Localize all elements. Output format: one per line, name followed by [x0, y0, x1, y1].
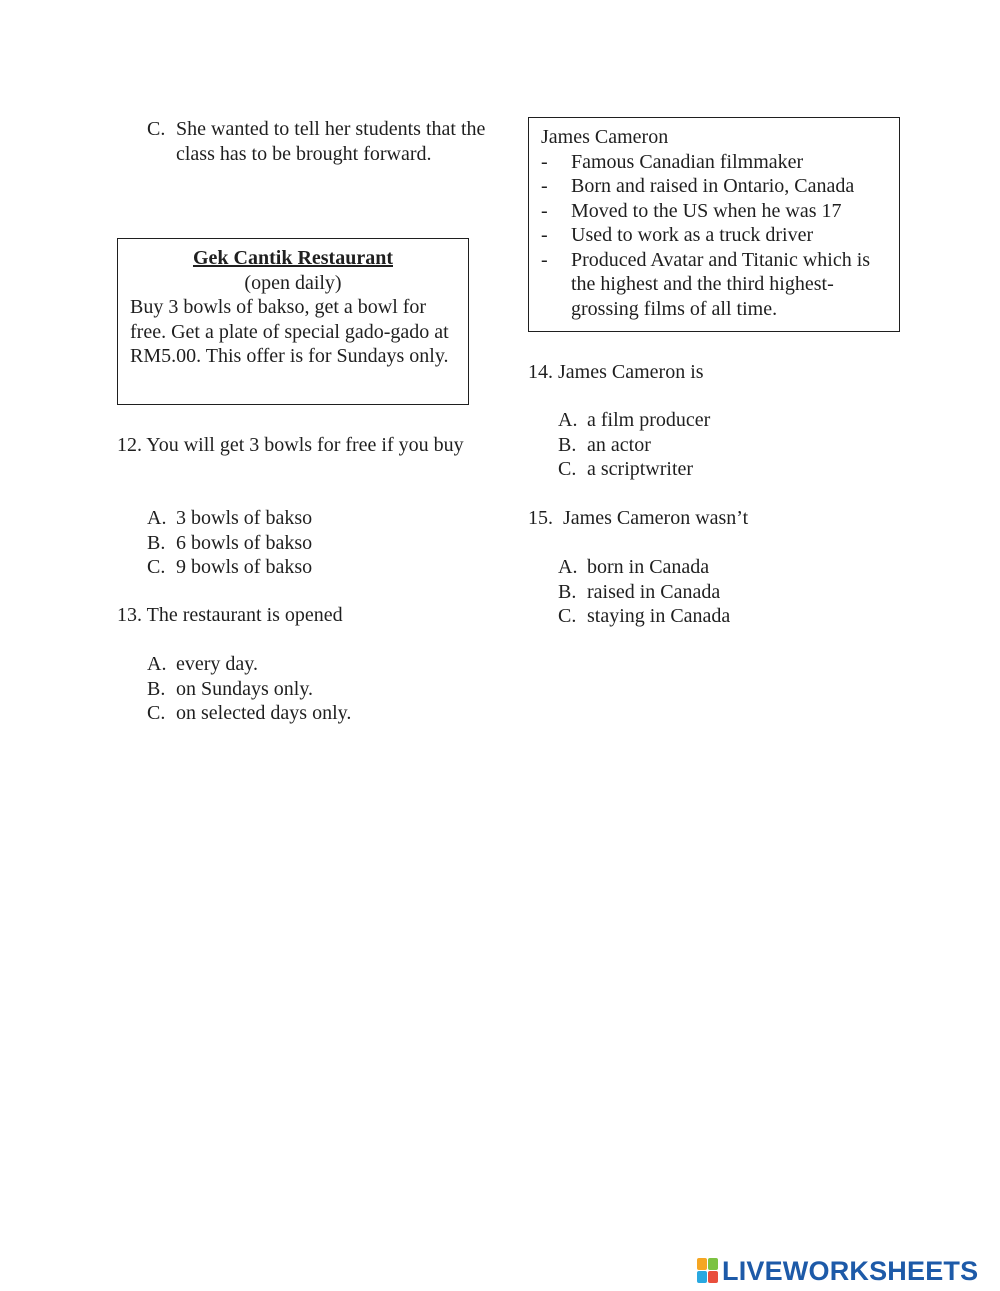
option-text: an actor	[587, 433, 651, 456]
option-text: raised in Canada	[587, 580, 721, 603]
fact-text: Produced Avatar and Titanic which is the highest and the third highest-grossing films of all time.	[571, 248, 871, 320]
cameron-title: James Cameron	[541, 126, 669, 148]
option-letter: C.	[558, 458, 577, 480]
question-15-option-a[interactable]	[558, 555, 730, 580]
question-15-option-c[interactable]	[558, 604, 730, 629]
option-text: 3 bowls of bakso	[176, 507, 313, 529]
liveworksheets-logo	[697, 1256, 978, 1286]
previous-question-option-c	[147, 117, 496, 166]
question-12-option-a[interactable]	[147, 506, 312, 531]
option-text: 6 bowls of bakso	[176, 531, 313, 554]
option-text: a film producer	[587, 409, 711, 431]
option-letter: C.	[147, 702, 166, 724]
option-text: born in Canada	[587, 556, 710, 578]
question-14-option-c[interactable]	[558, 457, 710, 482]
option-text: on selected days only.	[176, 702, 352, 724]
cameron-notice-box	[528, 117, 900, 332]
option-text: every day.	[176, 653, 258, 675]
option-letter: C.	[147, 118, 166, 140]
question-15-option-b[interactable]	[558, 580, 730, 605]
fact-text: Moved to the US when he was 17	[571, 199, 842, 222]
question-12-option-b[interactable]	[147, 531, 312, 556]
question-13-options	[147, 652, 351, 726]
question-14-stem: 14. James Cameron is	[528, 361, 704, 383]
liveworksheets-logo-icon	[697, 1258, 719, 1284]
question-15-options	[558, 555, 730, 629]
option-letter: B.	[147, 677, 166, 700]
cameron-fact	[541, 174, 887, 199]
question-12-stem: 12. You will get 3 bowls for free if you buy	[117, 434, 464, 456]
cameron-fact	[541, 199, 887, 224]
dash-bullet: -	[541, 199, 548, 222]
restaurant-notice-box	[117, 238, 469, 405]
question-12-option-c[interactable]	[147, 555, 312, 580]
question-14-option-a[interactable]	[558, 408, 710, 433]
option-text: staying in Canada	[587, 605, 731, 627]
question-15-stem: 15. James Cameron wasn’t	[528, 507, 749, 529]
dash-bullet: -	[541, 150, 548, 173]
option-letter: A.	[147, 653, 167, 675]
cameron-fact	[541, 150, 887, 175]
dash-bullet: -	[541, 248, 548, 271]
question-13-option-a[interactable]	[147, 652, 351, 677]
logo-text: LIVEWORKSHEETS	[722, 1255, 979, 1286]
option-letter: A.	[558, 556, 578, 578]
option-letter: B.	[558, 433, 577, 456]
option-text: a scriptwriter	[587, 458, 694, 480]
option-letter: A.	[558, 409, 578, 431]
fact-text: Used to work as a truck driver	[571, 224, 814, 246]
option-text: 9 bowls of bakso	[176, 556, 313, 578]
restaurant-offer-text: Buy 3 bowls of bakso, get a bowl for free. Get a plate of special gado-gado at RM5.00. This offer is for Sundays only.	[130, 296, 449, 367]
question-13-option-c[interactable]	[147, 701, 351, 726]
fact-text: Born and raised in Ontario, Canada	[571, 175, 855, 197]
question-12-options	[147, 506, 312, 580]
question-14-options	[558, 408, 710, 482]
dash-bullet: -	[541, 224, 548, 246]
option-text: She wanted to tell her students that the class has to be brought forward.	[176, 118, 486, 165]
option-letter: C.	[147, 556, 166, 578]
option-letter: B.	[147, 531, 166, 554]
question-13-option-b[interactable]	[147, 677, 351, 702]
question-14-option-b[interactable]	[558, 433, 710, 458]
cameron-fact	[541, 248, 887, 322]
dash-bullet: -	[541, 175, 548, 197]
fact-text: Famous Canadian filmmaker	[571, 150, 804, 173]
restaurant-title: Gek Cantik Restaurant	[192, 247, 393, 269]
option-letter: A.	[147, 507, 167, 529]
option-text: on Sundays only.	[176, 677, 314, 700]
cameron-fact	[541, 223, 887, 248]
restaurant-subtitle: (open daily)	[244, 271, 342, 294]
option-letter: B.	[558, 580, 577, 603]
question-13-stem: 13. The restaurant is opened	[117, 604, 343, 626]
option-letter: C.	[558, 605, 577, 627]
